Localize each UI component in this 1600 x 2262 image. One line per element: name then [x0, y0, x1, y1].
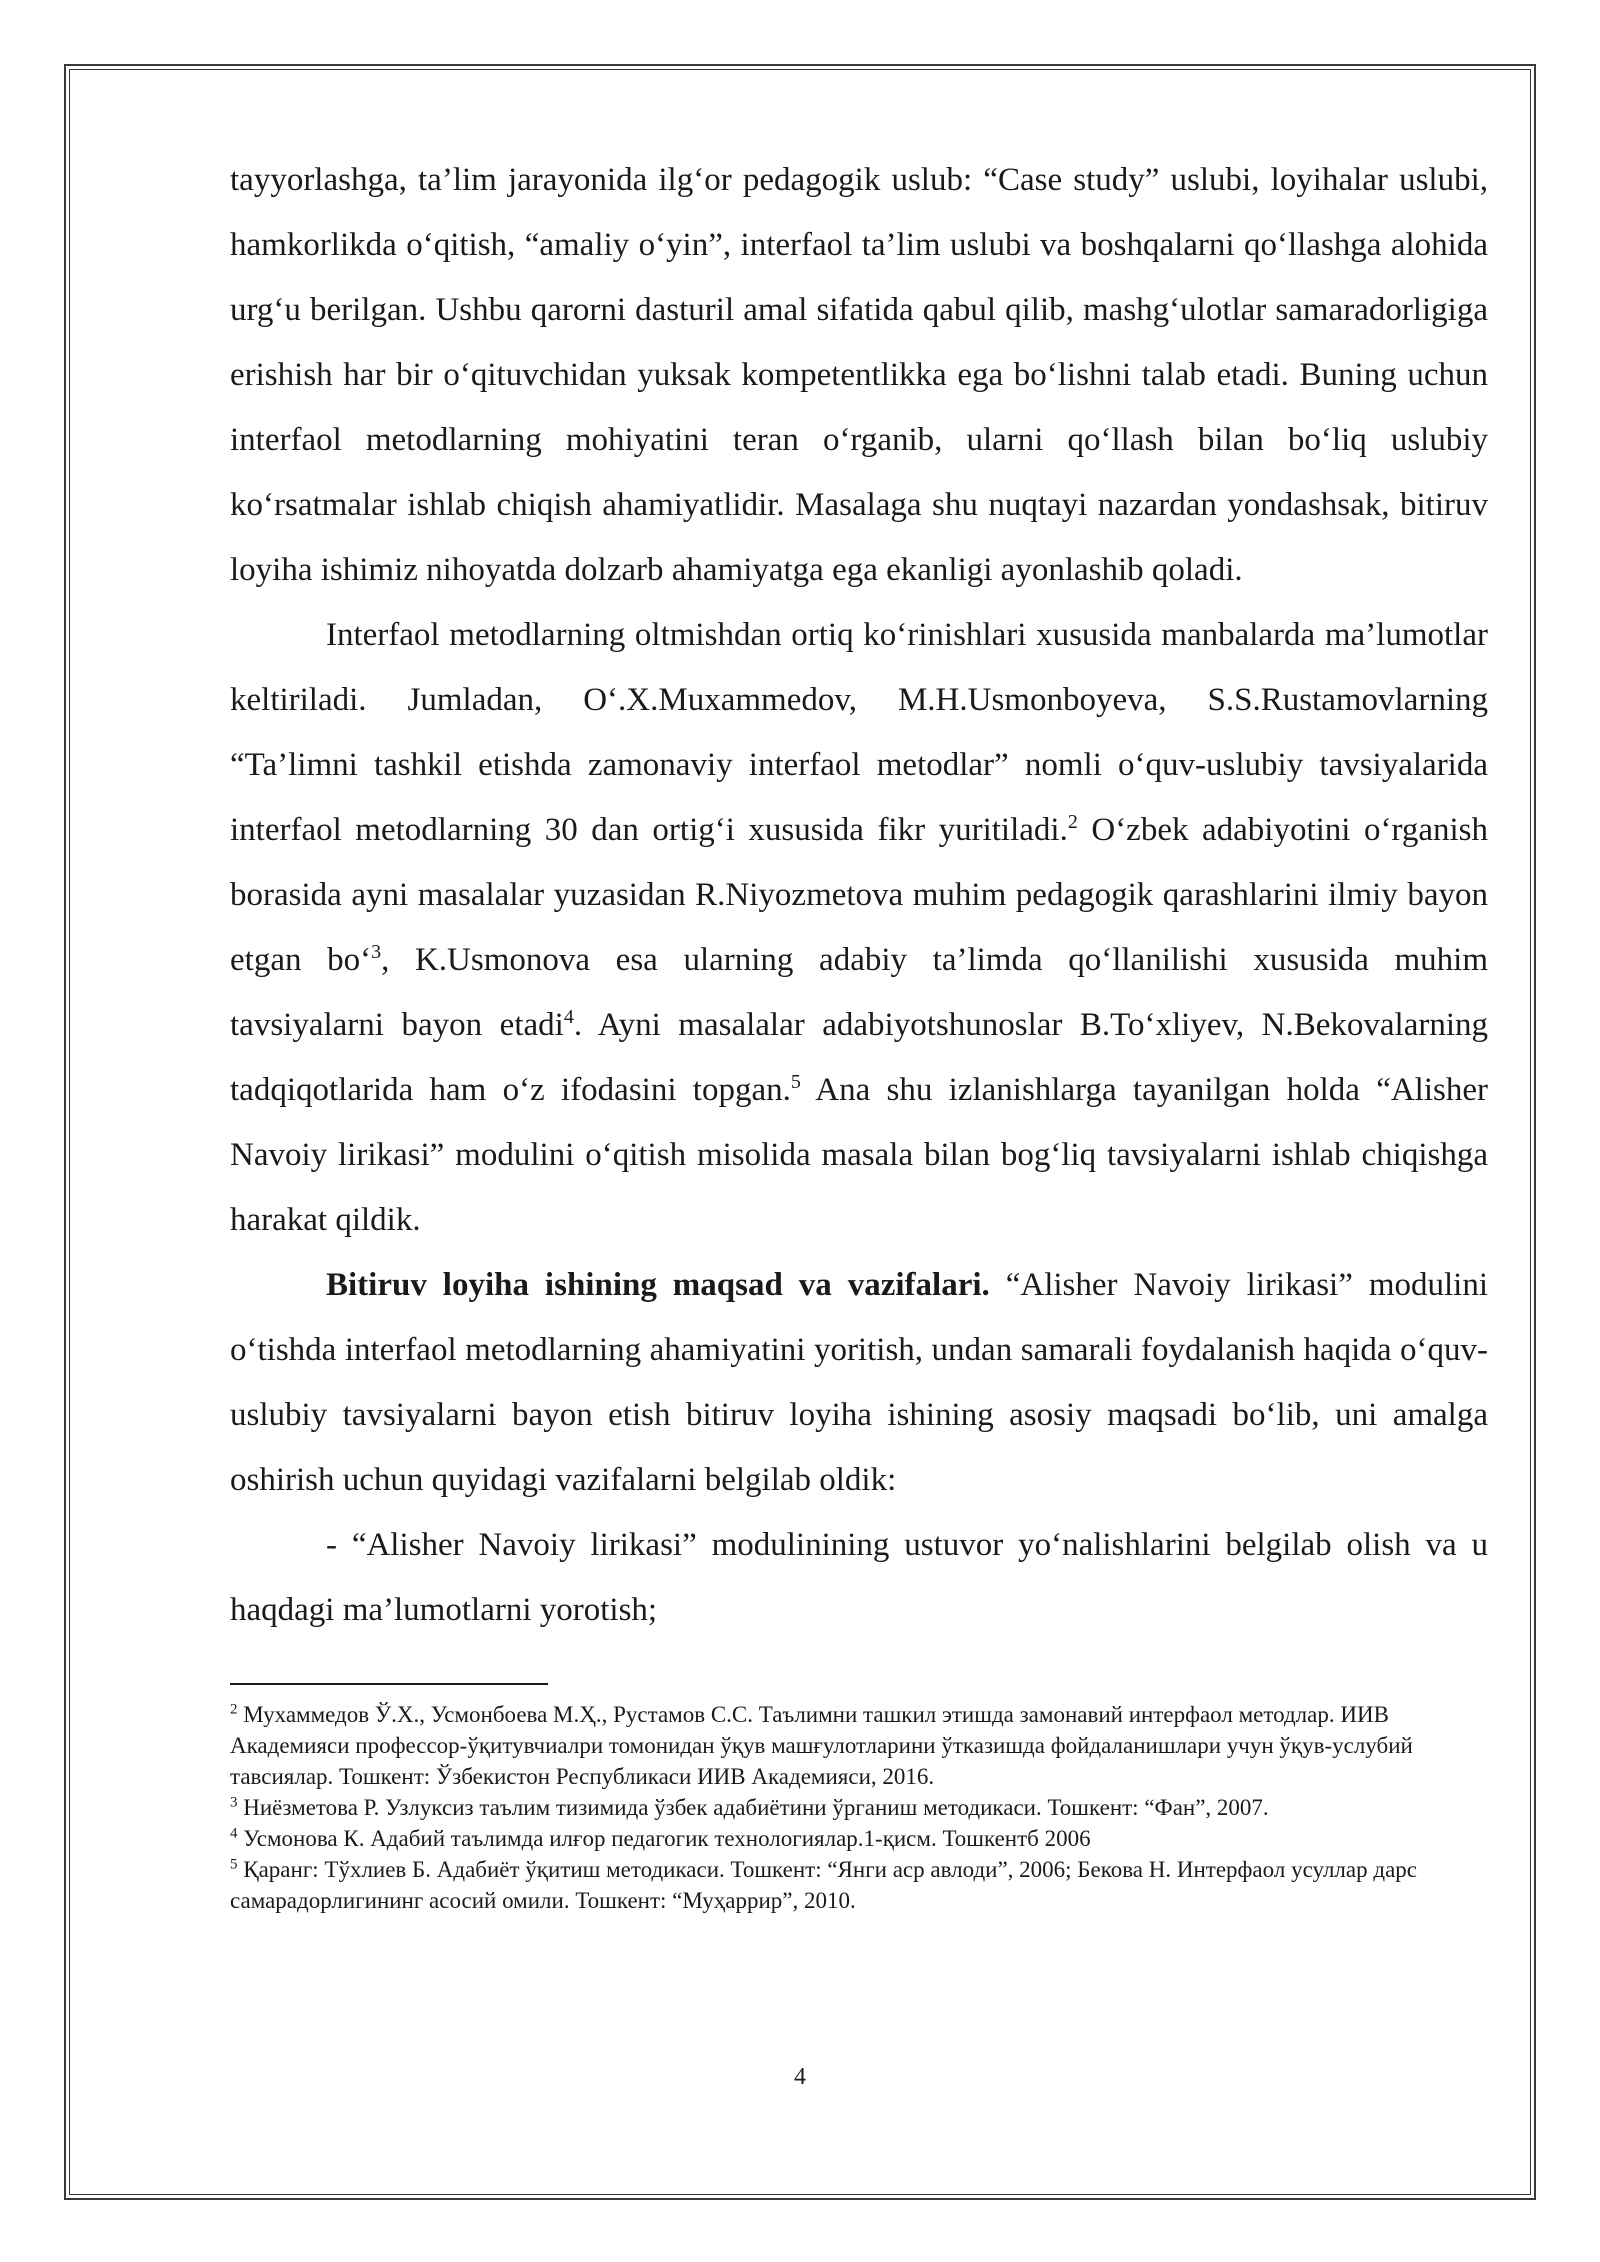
- paragraph-2-text-d: . Ayni masalalar adabiyotshunoslar B.To‘xliyev, N.Bekovalarning tadqiqotlarida ham o‘z ifodasini topgan.: [230, 1007, 1489, 1108]
- paragraph-4-list-item: [230, 1513, 1488, 1643]
- footnote-5-text: Қаранг: Тўхлиев Б. Адабиёт ўқитиш методикаси. Тошкент: “Янги аср авлоди”, 2006; Бекова Н. Интерфаол усуллар дарс самарадорлигининг асосий омили. Тошкент: “Муҳаррир”, 2010.: [230, 1857, 1417, 1913]
- paragraph-3-text: “Alisher Navoiy lirikasi” modulini o‘tishda interfaol metodlarning ahamiyatini yoritish, undan samarali foydalanish haqida o‘quv-uslubiy tavsiyalarni bayon etish bitiruv loyiha ishining asosiy maqsadi bo‘lib, uni amalga oshirish uchun quyidagi vazifalarni belgilab oldik:: [230, 1267, 1489, 1498]
- footnote-2-text: Мухаммедов Ў.Х., Усмонбоева М.Ҳ., Рустамов С.С. Таълимни ташкил этишда замонавий интерфаол методлар. ИИВ Академияси профессор-ўқитувчиалри томонидан ўқув машғулотларини ўтказишда фойдаланишлари учун ўқув-услубий тавсиялар. Тошкент: Ўзбекистон Республикаси ИИВ Академияси, 2016.: [230, 1702, 1413, 1789]
- paragraph-2: [230, 603, 1488, 1253]
- page-body: [230, 148, 1488, 1916]
- paragraph-3: [230, 1253, 1488, 1513]
- footnote-3-number: 3: [230, 1794, 238, 1811]
- footnote-3: [230, 1792, 1488, 1823]
- footnote-ref-3[interactable]: 3: [371, 941, 382, 963]
- footnote-4-text: Усмонова К. Адабий таълимда илғор педагогик технологиялар.1-қисм. Тошкентб 2006: [237, 1826, 1091, 1851]
- footnote-5: [230, 1854, 1488, 1916]
- paragraph-1: [230, 148, 1488, 603]
- paragraph-2-text-e: Ana shu izlanishlarga tayanilgan holda “Alisher Navoiy lirikasi” modulini o‘qitish misolida masala bilan bog‘liq tavsiyalarni ishlab chiqishga harakat qildik.: [230, 1072, 1488, 1238]
- footnote-5-number: 5: [230, 1856, 238, 1873]
- paragraph-2-text-a: Interfaol metodlarning oltmishdan ortiq ko‘rinishlari xususida manbalarda ma’lumotlar keltiriladi. Jumladan, O‘.X.Muxammedov, M.H.Usmonboyeva, S.S.Rustamovlarning “Ta’limni tashkil etishda zamonaviy interfaol metodlar” nomli o‘quv-uslubiy tavsiyalarida interfaol metodlarning 30 dan ortig‘i xususida fikr yuritiladi.: [230, 617, 1488, 848]
- footnote-ref-4[interactable]: 4: [563, 1006, 574, 1028]
- paragraph-1-text: tayyorlashga, ta’lim jarayonida ilg‘or pedagogik uslub: “Case study” uslubi, loyihalar uslubi, hamkorlikda o‘qitish, “amaliy o‘yin”, interfaol ta’lim uslubi va boshqalarni qo‘llashga alohida urg‘u berilgan. Ushbu qarorni dasturil amal sifatida qabul qilib, mashg‘ulotlar samaradorligiga erishish har bir o‘qituvchidan yuksak kompetentlikka ega bo‘lishni talab etadi. Buning uchun interfaol metodlarning mohiyatini teran o‘rganib, ularni qo‘llash bilan bo‘liq uslubiy ko‘rsatmalar ishlab chiqish ahamiyatlidir. Masalaga shu nuqtayi nazardan yondashsak, bitiruv loyiha ishimiz nihoyatda dolzarb ahamiyatga ega ekanligi ayonlashib qoladi.: [230, 162, 1488, 588]
- paragraph-2-text-c: , K.Usmonova esa ularning adabiy ta’limda qo‘llanilishi xususida muhim tavsiyalarni bayon etadi: [230, 942, 1488, 1043]
- page-number: 4: [794, 2064, 806, 2090]
- footnote-2-number: 2: [230, 1701, 238, 1718]
- footnote-ref-2[interactable]: 2: [1067, 811, 1078, 833]
- footnote-4: [230, 1823, 1488, 1854]
- footnote-4-number: 4: [230, 1825, 238, 1842]
- footnote-ref-5[interactable]: 5: [790, 1071, 801, 1093]
- footnote-2: [230, 1699, 1488, 1792]
- paragraph-2-text-b: O‘zbek adabiyotini o‘rganish borasida ayni masalalar yuzasidan R.Niyozmetova muhim pedagogik qarashlarini ilmiy bayon etgan bo‘: [230, 812, 1489, 978]
- paragraph-4-text: - “Alisher Navoiy lirikasi” modulinining ustuvor yo‘nalishlarini belgilab olish va u haqdagi ma’lumotlarni yorotish;: [230, 1527, 1488, 1628]
- footnote-separator: [230, 1683, 548, 1685]
- footnote-3-text: Ниёзметова Р. Узлуксиз таълим тизимида ўзбек адабиётини ўрганиш методикаси. Тошкент: “Фан”, 2007.: [237, 1795, 1269, 1820]
- section-heading: Bitiruv loyiha ishining maqsad va vazifalari.: [326, 1267, 990, 1303]
